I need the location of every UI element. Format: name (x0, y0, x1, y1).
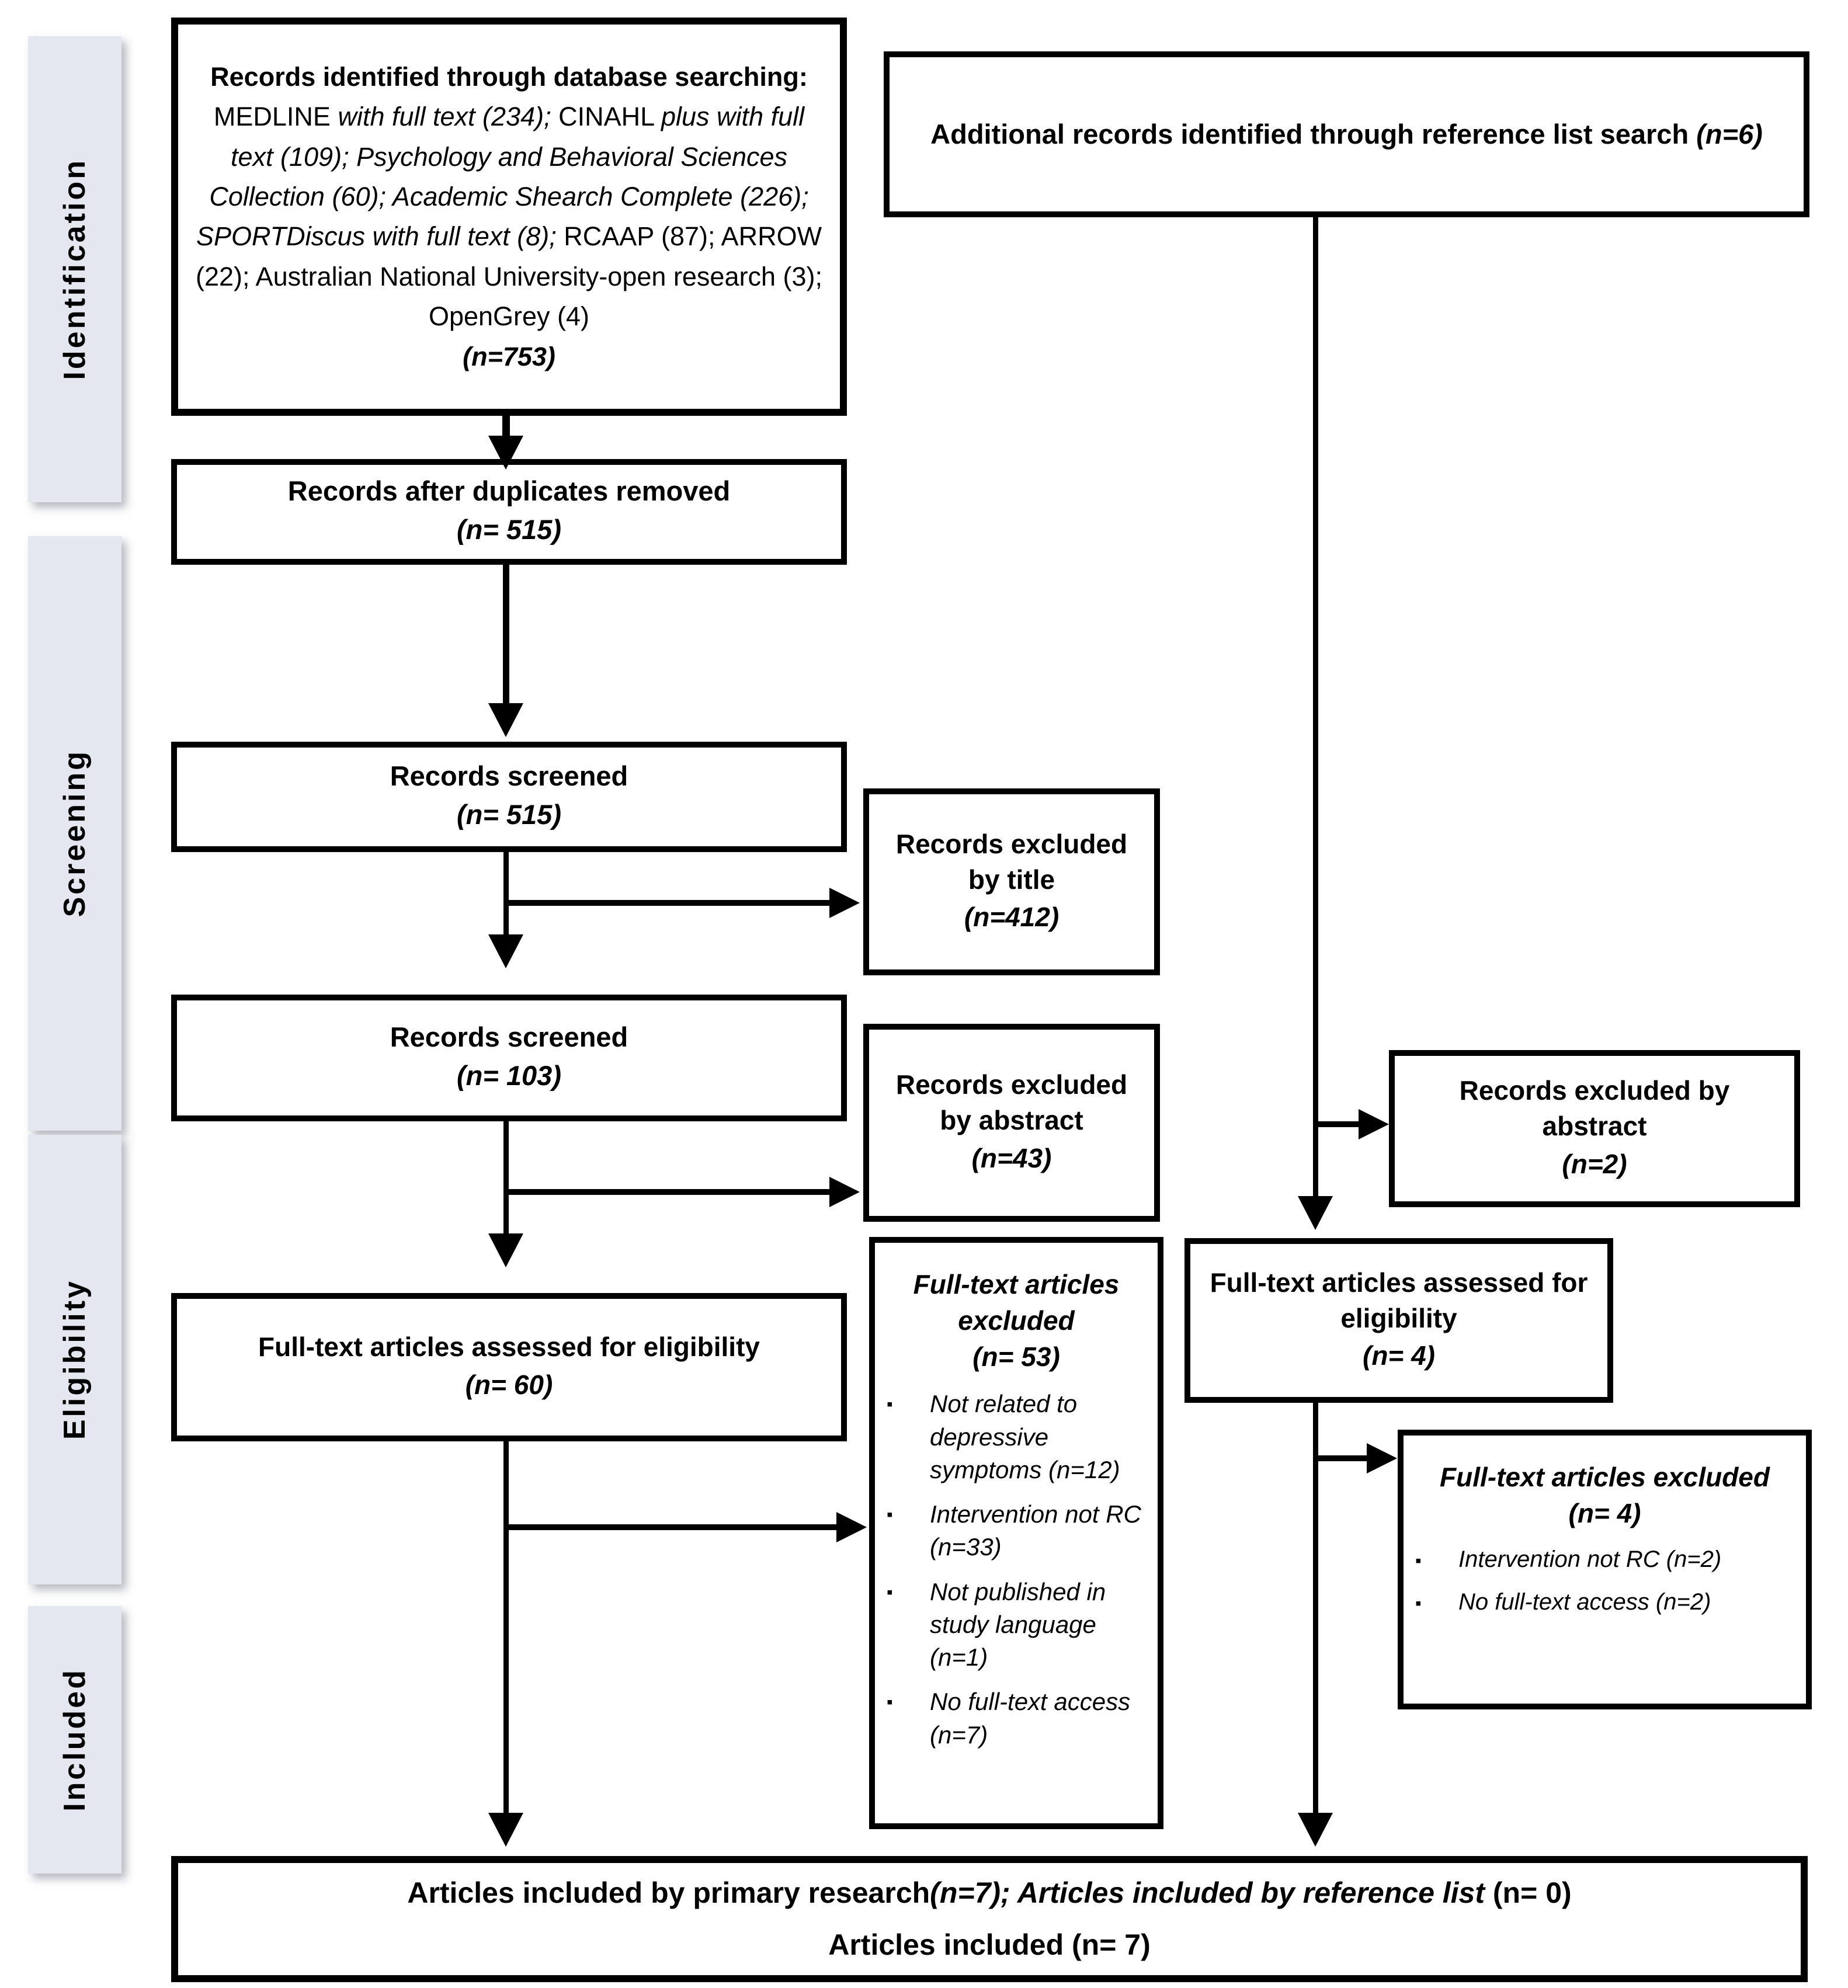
list-item: ▪ Not related to depressive symptoms (n=12) (887, 1388, 1146, 1486)
box-fulltext-assessed-4 (1184, 1238, 1613, 1403)
articles-included-line2: Articles included (n= 7) (828, 1928, 1151, 1961)
duplicates-removed-n: (n= 515) (457, 514, 561, 545)
fulltext-excluded-4-list (1415, 1544, 1794, 1629)
excluded-by-abstract-text: Records excluded by abstract (895, 1069, 1128, 1135)
excluded-by-abstract-n: (n=43) (971, 1142, 1052, 1173)
fulltext-assessed-60-n: (n= 60) (465, 1369, 553, 1400)
fulltext-assessed-4-text: Full-text articles assessed for eligibility (1210, 1267, 1588, 1333)
bullet-square-icon: ▪ (1415, 1551, 1422, 1571)
arrow-screened515-down-line (503, 851, 509, 937)
articles-included-line1: Articles included by primary research(n=7); Articles included by reference list (n= 0) (407, 1876, 1572, 1909)
box-records-screened-515 (171, 742, 847, 852)
bullet-square-icon: ▪ (1415, 1594, 1422, 1614)
fulltext-excluded-53-title: Full-text articles excluded (913, 1269, 1120, 1336)
arrow-down-icon (488, 703, 523, 737)
bullet-square-icon: ▪ (887, 1505, 893, 1525)
records-identified-n: (n=753) (463, 341, 555, 371)
fulltext-excluded-4-title: Full-text articles excluded (1440, 1462, 1770, 1492)
arrow-duplicates-to-screened515-line (503, 564, 509, 705)
bullet-square-icon: ▪ (887, 1582, 893, 1602)
branch-excluded-title-line (506, 900, 829, 906)
stage-label-identification (28, 36, 121, 502)
box-fulltext-assessed-60 (171, 1293, 847, 1441)
box-records-identified (171, 18, 847, 416)
list-item: ▪ Intervention not RC (n=2) (1415, 1544, 1794, 1577)
stage-label-eligibility (28, 1135, 121, 1584)
list-item: ▪ No full-text access (n=7) (887, 1685, 1146, 1751)
arrow-down-icon (488, 1813, 523, 1847)
list-item: ▪ No full-text access (n=2) (1415, 1587, 1794, 1620)
branch-fulltext-excluded53-line (506, 1524, 836, 1530)
fulltext-excluded-53-list (887, 1388, 1146, 1763)
records-screened-515-n: (n= 515) (457, 799, 561, 830)
fulltext-assessed-4-n: (n= 4) (1363, 1340, 1435, 1371)
arrow-down-icon (1298, 1196, 1333, 1230)
arrow-fulltext4-down-line (1313, 1403, 1318, 1815)
fulltext-excluded-4-n: (n= 4) (1568, 1498, 1641, 1529)
stage-label-included (28, 1606, 121, 1874)
records-screened-103-n: (n= 103) (457, 1060, 561, 1092)
stage-label-identification-text: Identification (58, 158, 92, 380)
excluded-by-abstract-ref-n: (n=2) (1562, 1148, 1627, 1179)
list-item: ▪ Intervention not RC (n=33) (887, 1498, 1146, 1564)
records-screened-515-text: Records screened (390, 760, 628, 792)
branch-excluded-abstract-ref-line (1315, 1121, 1359, 1127)
arrow-down-icon (1298, 1813, 1333, 1847)
duplicates-removed-text: Records after duplicates removed (287, 475, 731, 507)
bullet-square-icon: ▪ (887, 1395, 893, 1414)
box-excluded-by-title (863, 788, 1160, 975)
box-fulltext-excluded-53 (869, 1237, 1163, 1829)
records-screened-103-text: Records screened (390, 1021, 628, 1053)
arrow-fulltext60-down-line (503, 1441, 509, 1815)
box-additional-records (884, 51, 1809, 217)
arrow-right-icon (829, 1177, 860, 1207)
fulltext-excluded-53-n: (n= 53) (972, 1341, 1060, 1372)
stage-label-screening (28, 536, 121, 1131)
branch-fulltext-excluded4-line (1315, 1455, 1367, 1461)
stage-label-included-text: Included (58, 1668, 92, 1812)
box-duplicates-removed (171, 459, 847, 565)
excluded-by-title-n: (n=412) (964, 902, 1060, 933)
excluded-by-abstract-ref-text: Records excluded by abstract (1459, 1075, 1730, 1141)
arrow-down-icon (488, 1233, 523, 1267)
branch-excluded-abstract-line (506, 1189, 829, 1195)
arrow-screened103-down-line (503, 1120, 509, 1236)
arrow-right-icon (1367, 1443, 1397, 1473)
records-identified-text: Records identified through database searching: MEDLINE with full text (234); CINAHL plus with full text (109); Psychology and Behavioral Sciences Collection (60); Academic Shearch Complete (226); SPORTDiscus with full text (8); RCAAP (87); ARROW (22); Australian National University-open research (3); OpenGrey (4) (196, 61, 822, 332)
box-excluded-by-abstract (863, 1024, 1160, 1222)
arrow-down-icon (488, 436, 523, 470)
excluded-by-title-text: Records excluded by title (895, 828, 1128, 895)
arrow-down-icon (488, 934, 523, 968)
fulltext-assessed-60-text: Full-text articles assessed for eligibility (258, 1332, 760, 1363)
box-excluded-by-abstract-ref (1389, 1050, 1800, 1207)
box-articles-included (171, 1856, 1808, 1982)
stage-label-eligibility-text: Eligibility (58, 1279, 92, 1440)
additional-records-text: Additional records identified through reference list search (n=6) (930, 118, 1763, 150)
box-records-screened-103 (171, 995, 847, 1121)
arrow-right-icon (829, 888, 860, 918)
stage-label-screening-text: Screening (58, 749, 92, 917)
arrow-right-icon (1359, 1109, 1389, 1139)
box-fulltext-excluded-4 (1398, 1430, 1812, 1709)
arrow-additional-down-line (1313, 217, 1318, 1198)
list-item: ▪ Not published in study language (n=1) (887, 1576, 1146, 1674)
arrow-right-icon (836, 1512, 867, 1542)
bullet-square-icon: ▪ (887, 1692, 893, 1712)
